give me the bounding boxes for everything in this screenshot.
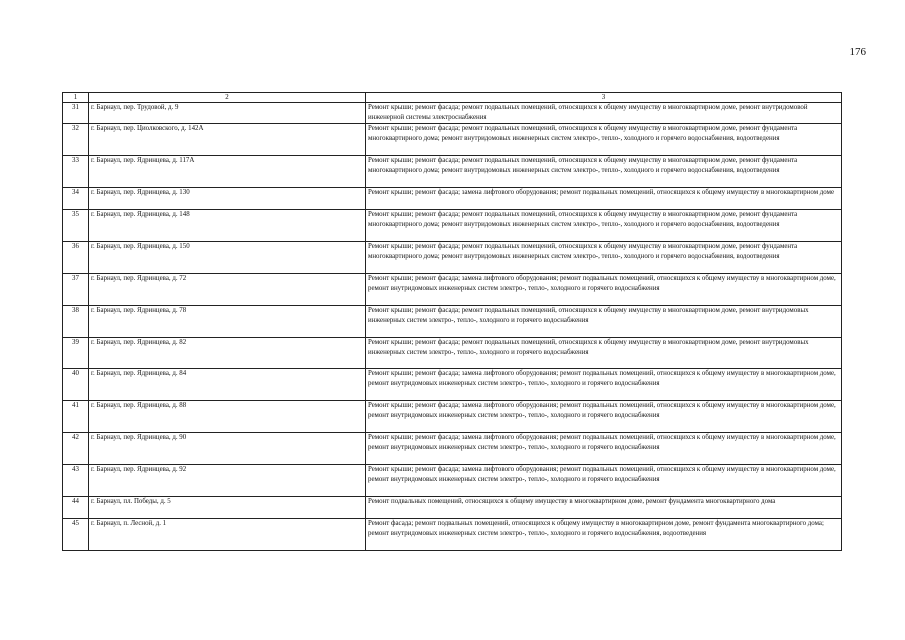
row-address: г. Барнаул, пер. Ядринцева, д. 130 [89,188,366,210]
row-number: 39 [63,338,89,369]
row-works: Ремонт фасада; ремонт подвальных помещений, относящихся к общему имуществу в многоквартирном доме, ремонт фундамента многоквартирного дома; ремонт внутридомовых инженерных систем электро-, тепло-, холодного и горячего водоснабжения, водоотведения [366,519,842,551]
table-row [63,210,842,242]
row-works: Ремонт крыши; ремонт фасада; ремонт подвальных помещений, относящихся к общему имуществу в многоквартирном доме, ремонт внутридомовых инженерных систем электро-, тепло-, холодного и горячего водоснабжения [366,306,842,338]
repair-works-table [62,92,842,551]
row-address: г. Барнаул, пер. Ядринцева, д. 150 [89,242,366,274]
row-address: г. Барнаул, пер. Циолковского, д. 142А [89,124,366,156]
row-number: 45 [63,519,89,551]
table-row [63,519,842,551]
row-address: г. Барнаул, пер. Трудовой, д. 9 [89,103,366,124]
row-address: г. Барнаул, пер. Ядринцева, д. 148 [89,210,366,242]
row-works: Ремонт крыши; ремонт фасада; ремонт подвальных помещений, относящихся к общему имуществу в многоквартирном доме, ремонт внутридомовой инженерной системы электроснабжения [366,103,842,124]
row-number: 42 [63,433,89,465]
row-number: 44 [63,497,89,519]
row-address: г. Барнаул, пл. Победы, д. 5 [89,497,366,519]
row-works: Ремонт крыши; ремонт фасада; ремонт подвальных помещений, относящихся к общему имуществу в многоквартирном доме, ремонт фундамента многоквартирного дома; ремонт внутридомовых инженерных систем электро-, тепло-, холодного и горячего водоснабжения, водоотведения [366,210,842,242]
row-works: Ремонт крыши; ремонт фасада; замена лифтового оборудования; ремонт подвальных помещений, относящихся к общему имуществу в многоквартирном доме, ремонт внутридомовых инженерных систем электро-, тепло-, холодного и горячего водоснабжения [366,274,842,306]
row-address: г. Барнаул, пер. Ядринцева, д. 84 [89,369,366,401]
row-works: Ремонт крыши; ремонт фасада; ремонт подвальных помещений, относящихся к общему имуществу в многоквартирном доме, ремонт фундамента многоквартирного дома; ремонт внутридомовых инженерных систем электро-, тепло-, холодного и горячего водоснабжения, водоотведения [366,242,842,274]
table-row [63,124,842,156]
table-row [63,156,842,188]
row-number: 35 [63,210,89,242]
row-number: 31 [63,103,89,124]
row-address: г. Барнаул, пер. Ядринцева, д. 88 [89,401,366,433]
table-row [63,401,842,433]
table-row [63,188,842,210]
row-works: Ремонт подвальных помещений, относящихся к общему имуществу в многоквартирном доме, ремонт фундамента многоквартирного дома [366,497,842,519]
row-works: Ремонт крыши; ремонт фасада; замена лифтового оборудования; ремонт подвальных помещений, относящихся к общему имуществу в многоквартирном доме, ремонт внутридомовых инженерных систем электро-, тепло-, холодного и горячего водоснабжения [366,369,842,401]
row-works: Ремонт крыши; ремонт фасада; ремонт подвальных помещений, относящихся к общему имуществу в многоквартирном доме, ремонт внутридомовых инженерных систем электро-, тепло-, холодного и горячего водоснабжения [366,338,842,369]
table-row [63,306,842,338]
row-works: Ремонт крыши; ремонт фасада; замена лифтового оборудования; ремонт подвальных помещений, относящихся к общему имуществу в многоквартирном доме, ремонт внутридомовых инженерных систем электро-, тепло-, холодного и горячего водоснабжения [366,465,842,497]
table-row [63,369,842,401]
row-address: г. Барнаул, пер. Ядринцева, д. 82 [89,338,366,369]
table-row [63,274,842,306]
row-number: 40 [63,369,89,401]
page-number: 176 [849,46,866,58]
column-header-number: 1 [63,93,89,103]
row-number: 37 [63,274,89,306]
table-row [63,465,842,497]
row-address: г. Барнаул, пер. Ядринцева, д. 78 [89,306,366,338]
row-works: Ремонт крыши; ремонт фасада; замена лифтового оборудования; ремонт подвальных помещений, относящихся к общему имуществу в многоквартирном доме, ремонт внутридомовых инженерных систем электро-, тепло-, холодного и горячего водоснабжения [366,433,842,465]
row-address: г. Барнаул, пер. Ядринцева, д. 72 [89,274,366,306]
row-number: 34 [63,188,89,210]
row-address: г. Барнаул, пер. Ядринцева, д. 92 [89,465,366,497]
row-address: г. Барнаул, пер. Ядринцева, д. 90 [89,433,366,465]
column-header-works: 3 [366,93,842,103]
row-number: 32 [63,124,89,156]
table-row [63,497,842,519]
row-works: Ремонт крыши; ремонт фасада; ремонт подвальных помещений, относящихся к общему имуществу в многоквартирном доме, ремонт фундамента многоквартирного дома; ремонт внутридомовых инженерных систем электро-, тепло-, холодного и горячего водоснабжения, водоотведения [366,124,842,156]
row-number: 38 [63,306,89,338]
row-number: 36 [63,242,89,274]
table-row [63,338,842,369]
row-works: Ремонт крыши; ремонт фасада; ремонт подвальных помещений, относящихся к общему имуществу в многоквартирном доме, ремонт фундамента многоквартирного дома; ремонт внутридомовых инженерных систем электро-, тепло-, холодного и горячего водоснабжения, водоотведения [366,156,842,188]
row-address: г. Барнаул, пер. Ядринцева, д. 117А [89,156,366,188]
table-row [63,242,842,274]
row-number: 41 [63,401,89,433]
column-header-address: 2 [89,93,366,103]
table-row [63,103,842,124]
row-number: 33 [63,156,89,188]
table-header-row [63,93,842,103]
table-row [63,433,842,465]
row-works: Ремонт крыши; ремонт фасада; замена лифтового оборудования; ремонт подвальных помещений, относящихся к общему имуществу в многоквартирном доме, ремонт внутридомовых инженерных систем электро-, тепло-, холодного и горячего водоснабжения [366,401,842,433]
row-address: г. Барнаул, п. Лесной, д. 1 [89,519,366,551]
row-works: Ремонт крыши; ремонт фасада; замена лифтового оборудования; ремонт подвальных помещений, относящихся к общему имуществу в многоквартирном доме [366,188,842,210]
row-number: 43 [63,465,89,497]
